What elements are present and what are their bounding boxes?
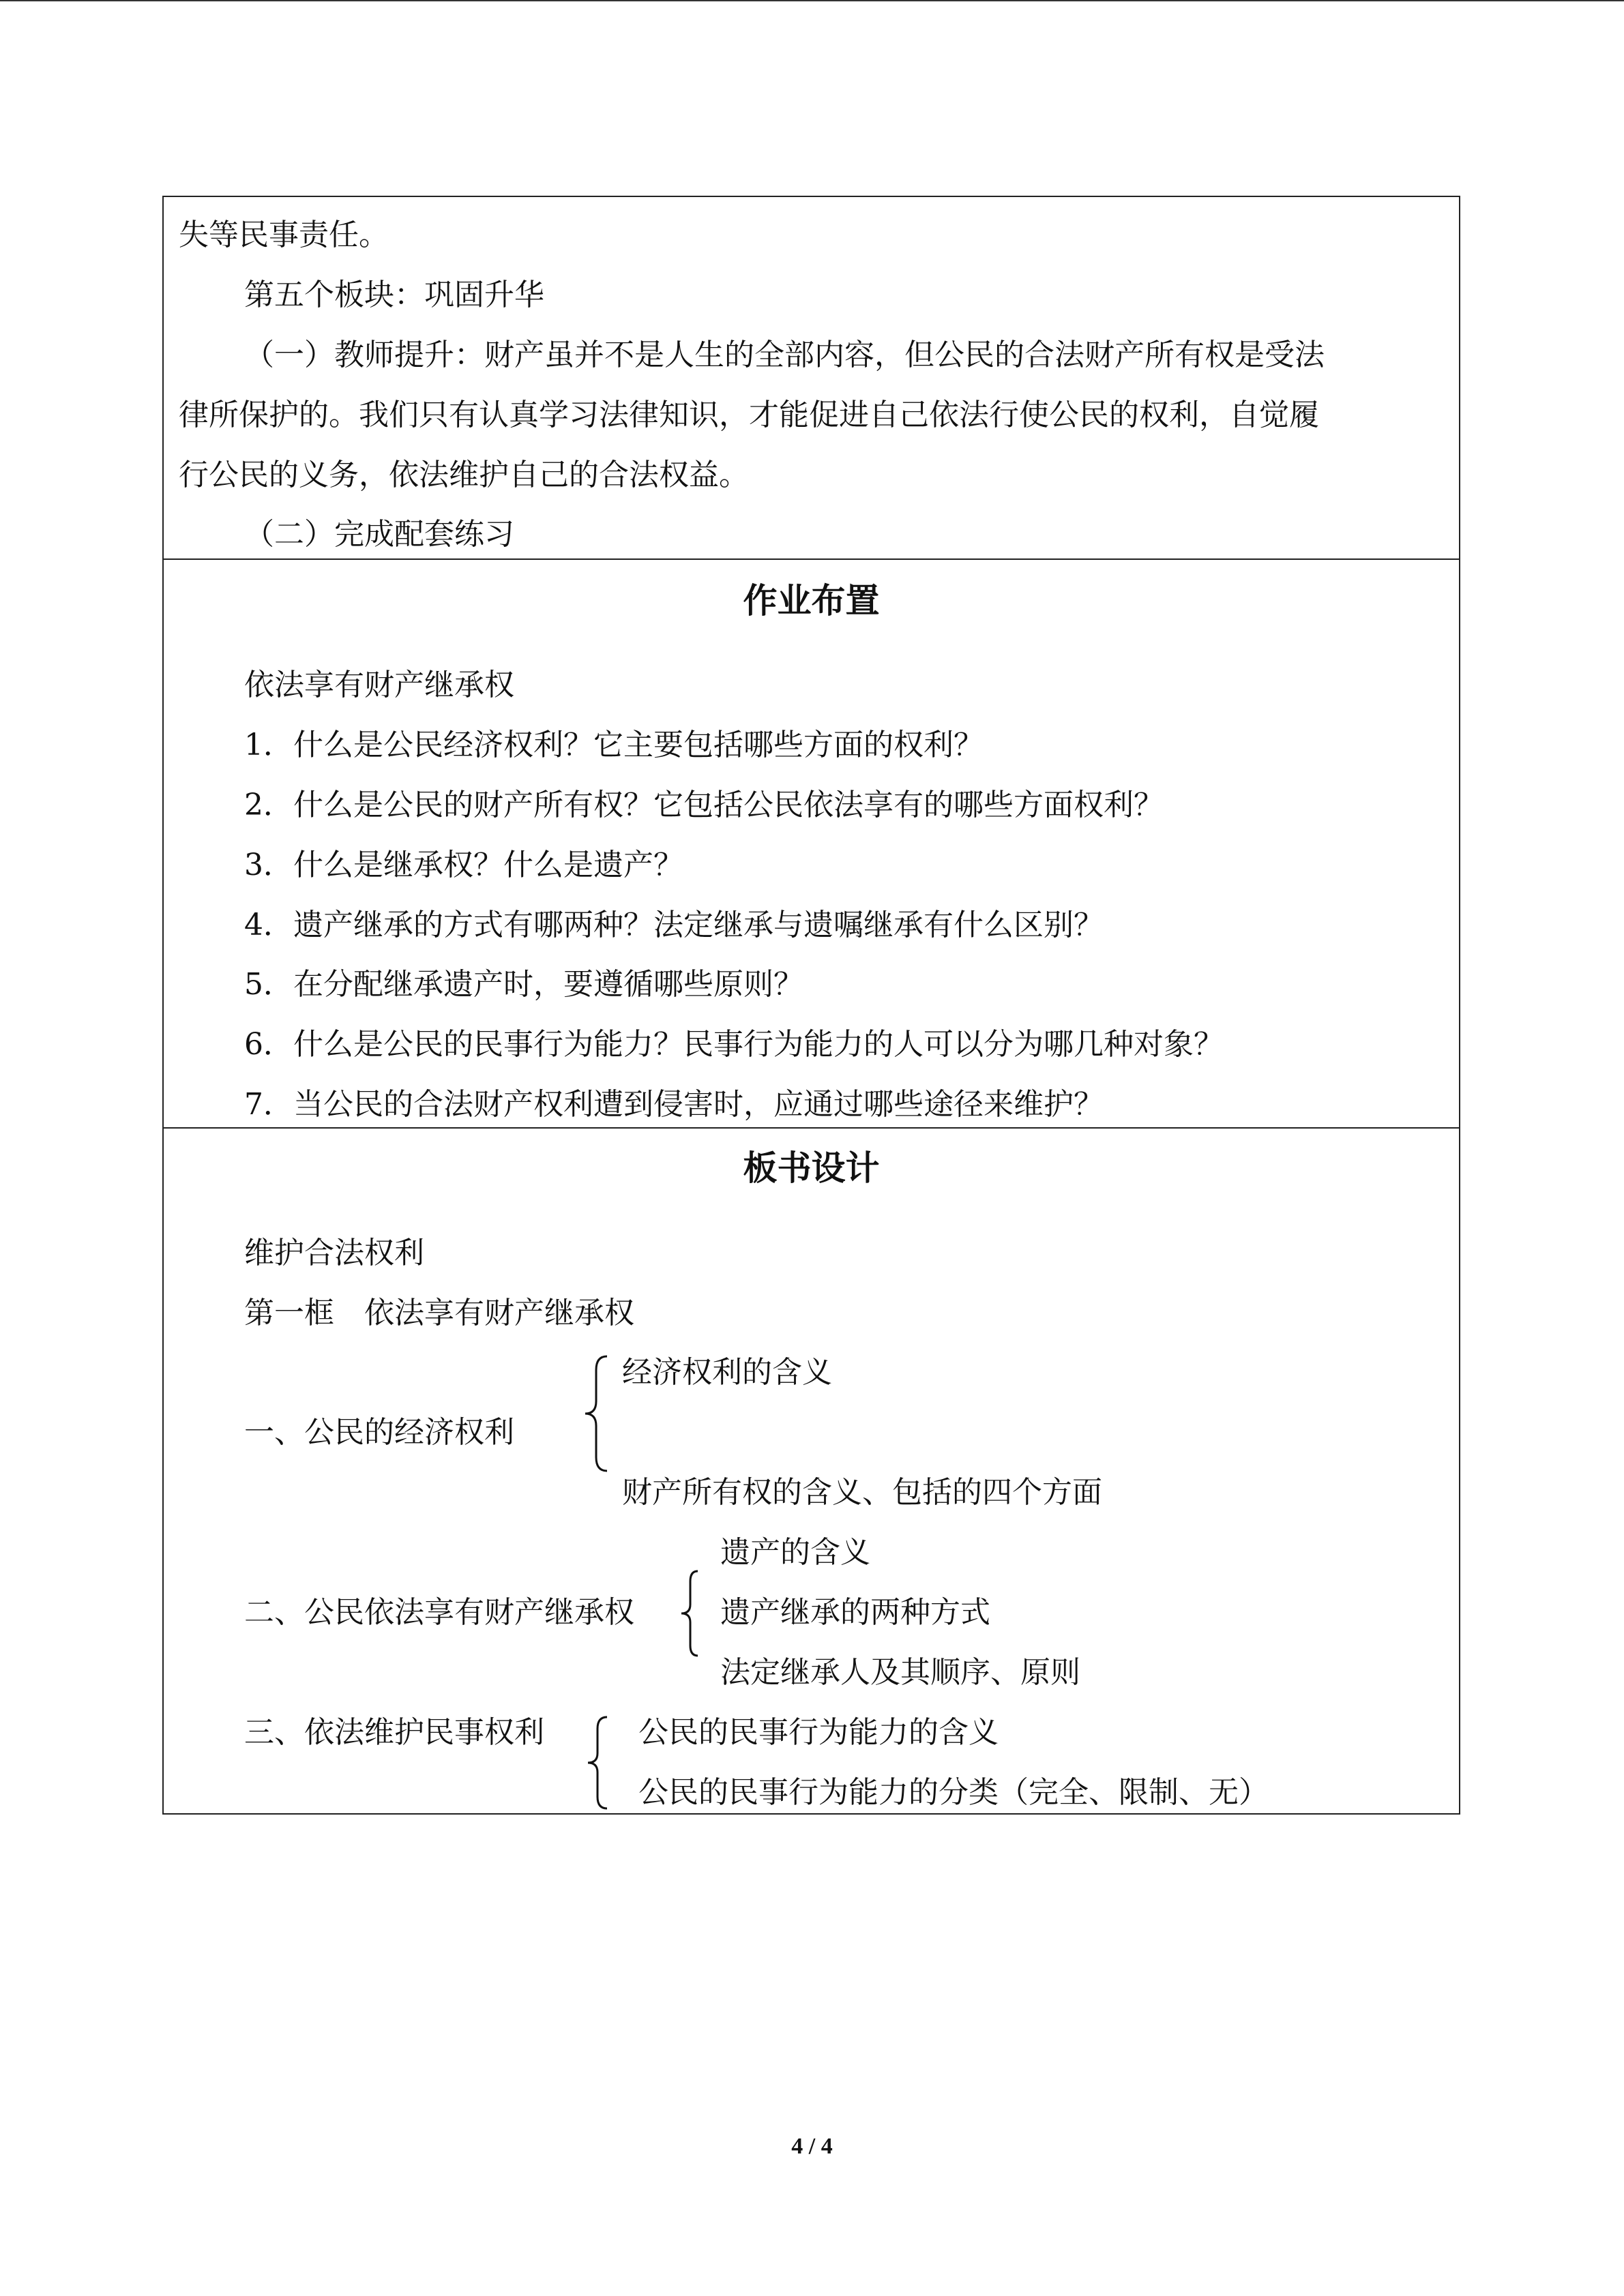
outline-point: 三、依法维护民事权利	[244, 1715, 544, 1750]
consolidation-section	[164, 197, 1459, 558]
homework-subtitle: 依法享有财产继承权	[244, 668, 514, 702]
homework-question: 2．什么是公民的财产所有权？它包括公民依法享有的哪些方面权利？	[244, 788, 1164, 822]
outline-subpoint: 遗产继承的两种方式	[720, 1595, 990, 1630]
homework-question: 5．在分配继承遗产时，要遵循哪些原则？	[244, 967, 803, 1002]
unit-title: 维护合法权利	[244, 1236, 424, 1270]
homework-question: 6．什么是公民的民事行为能力？民事行为能力的人可以分为哪几种对象？	[244, 1027, 1224, 1062]
text-line: 失等民事责任。	[179, 218, 389, 252]
homework-question: 1．什么是公民经济权利？它主要包括哪些方面的权利？	[244, 728, 984, 762]
lesson-plan-table	[162, 196, 1460, 1815]
page-number: 4 / 4	[791, 2134, 833, 2159]
outline-subpoint: 公民的民事行为能力的含义	[638, 1715, 999, 1750]
text-line: （一）教师提升：财产虽并不是人生的全部内容，但公民的合法财产所有权是受法	[244, 338, 1325, 372]
homework-question: 3．什么是继承权？什么是遗产？	[244, 848, 683, 882]
outline-subpoint: 公民的民事行为能力的分类（完全、限制、无）	[638, 1775, 1269, 1810]
homework-section	[164, 558, 1459, 1127]
outline-subpoint: 经济权利的含义	[622, 1355, 832, 1390]
block-title: 第五个板块：巩固升华	[244, 278, 544, 312]
text-line: 行公民的义务，依法维护自己的合法权益。	[179, 458, 749, 492]
section-heading: 板书设计	[743, 1148, 880, 1188]
left-brace-icon	[679, 1569, 700, 1658]
section-heading: 作业布置	[743, 581, 880, 621]
outline-point: 一、公民的经济权利	[244, 1415, 514, 1450]
text-line: 律所保护的。我们只有认真学习法律知识，才能促进自己依法行使公民的权利，自觉履	[179, 398, 1319, 432]
top-border-line	[0, 0, 1624, 1]
board-design-section	[164, 1127, 1459, 1813]
outline-subpoint: 遗产的含义	[720, 1535, 870, 1570]
frame-title: 第一框 依法享有财产继承权	[244, 1296, 634, 1330]
left-brace-icon	[585, 1715, 610, 1810]
text-line: （二）完成配套练习	[244, 517, 514, 552]
homework-question: 7．当公民的合法财产权利遭到侵害时，应通过哪些途径来维护？	[244, 1087, 1104, 1122]
left-brace-icon	[582, 1354, 610, 1474]
homework-question: 4．遗产继承的方式有哪两种？法定继承与遗嘱继承有什么区别？	[244, 908, 1104, 942]
outline-point: 二、公民依法享有财产继承权	[244, 1595, 634, 1630]
outline-subpoint: 法定继承人及其顺序、原则	[720, 1655, 1080, 1690]
outline-subpoint: 财产所有权的含义、包括的四个方面	[622, 1475, 1102, 1510]
